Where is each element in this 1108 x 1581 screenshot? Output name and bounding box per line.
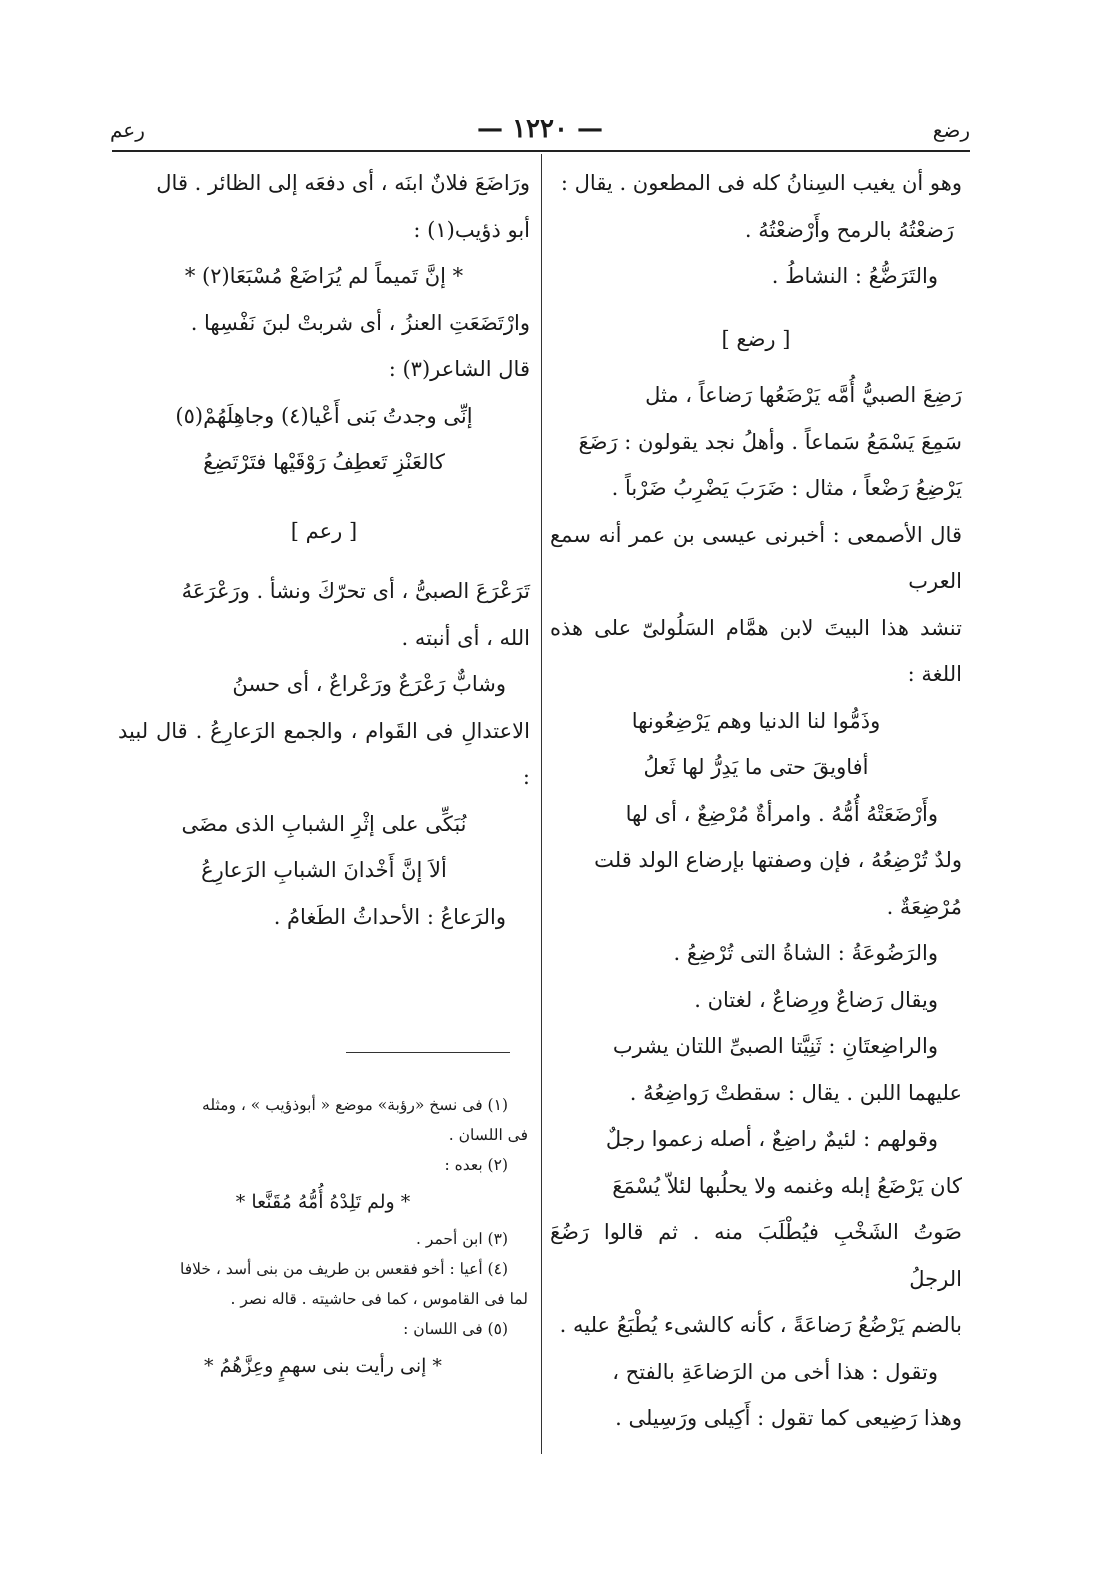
text-line: والرَضُوعَةُ : الشاةُ التى تُرْضِعُ . bbox=[673, 941, 938, 965]
page-header bbox=[110, 112, 970, 152]
text-line: قال الأصمعى : أخبرنى عيسى بن عمر أنه سمع العرب bbox=[550, 522, 962, 593]
verse-line: كالعَنْزِ تَعطِفُ رَوْقَيْها فتَرْتَضِعُ bbox=[203, 450, 445, 474]
text-line: وهو أن يغيب السِنانُ كله فى المطعون . يقال : bbox=[560, 171, 962, 195]
text-line: أبو ذؤيب(١) : bbox=[413, 217, 530, 242]
text-line: رَضعْتُهُ بالرمح وأَرْضعْتُهُ . bbox=[744, 217, 954, 242]
text-line: عليهما اللبن . يقال : سقطتْ رَواضِعُهُ . bbox=[629, 1080, 962, 1105]
entry-heading: [ رعم ] bbox=[290, 518, 358, 543]
footnote-line: لما فى القاموس ، كما فى حاشيته . قاله نصر . bbox=[230, 1290, 528, 1308]
verse-line: * إنَّ تَميماً لم يُرَاضَعْ مُسْبَعَا(٢) * bbox=[184, 264, 464, 288]
header-rule bbox=[112, 150, 970, 152]
column-divider bbox=[541, 154, 542, 1454]
page-number: — ١٢٢٠ — bbox=[477, 114, 603, 144]
text-line: يَرْضِعُ رَضْعاً ، مثال : ضَرَبَ يَضْرِبُ ضَرْباً . bbox=[611, 476, 962, 500]
verse-line: ألاَ إنَّ أَخْدانَ الشبابِ الرَعارِعُ bbox=[201, 858, 447, 882]
footnote-line: (٤) أعيا : أخو فقعس بن طريف من بنى أسد ، خلافا bbox=[180, 1260, 508, 1278]
text-line: والراضِعتَانِ : ثَنِيَّتا الصبىِّ اللتان يشرب bbox=[612, 1034, 938, 1058]
verse-line: أفاويقَ حتى ما يَدِرُّ لها ثَعلُ bbox=[643, 755, 869, 779]
footnote-line: (٥) فى اللسان : bbox=[403, 1320, 508, 1338]
footnote-line: (١) فى نسخ «رؤبة» موضع « أبوذؤيب » ، ومثله bbox=[202, 1096, 508, 1114]
text-line: سَمِعَ يَسْمَعُ سَماعاً . وأهلُ نجد يقولون : رَضَعَ bbox=[578, 429, 962, 454]
text-line: وارْتَضَعَتِ العنزُ ، أى شربتْ لبنَ نَفْسِها . bbox=[190, 310, 530, 335]
footnote-verse: * ولم تَلِدْهُ أُمُّهُ مُقَنَّعا * bbox=[235, 1191, 411, 1213]
text-line: ولدٌ تُرْضِعُهُ ، فإن وصفتها بإرضاع الولد قلت bbox=[594, 848, 962, 872]
text-line: ورَاضَعَ فلانٌ ابنَه ، أى دفعَه إلى الظائر . قال bbox=[156, 171, 530, 195]
footnote-verse: * إنى رأيت بنى سهمٍ وعِزَّهُمُ * bbox=[204, 1355, 442, 1377]
header-root-left: رعم bbox=[110, 118, 145, 142]
text-line: والرَعاعُ : الأحداثُ الطَغامُ . bbox=[273, 904, 506, 929]
verse-line: إنِّى وجدتُ بَنى أَعْيا(٤) وجاهِلَهُمْ(٥) bbox=[175, 403, 473, 428]
verse-line: وذَمُّوا لنا الدنيا وهم يَرْضِعُونها bbox=[631, 708, 881, 733]
text-line: الله ، أى أنبته . bbox=[401, 625, 530, 650]
verse-line: نُبَكِّى على إثْرِ الشبابِ الذى مضَى bbox=[181, 811, 467, 836]
footnotes bbox=[118, 1090, 528, 1388]
left-column bbox=[118, 160, 530, 940]
header-root-right: رضع bbox=[932, 118, 970, 142]
text-line: وتقول : هذا أخى من الرَضاعَةِ بالفتح ، bbox=[612, 1359, 938, 1384]
text-line: ويقال رَضاعٌ ورِضاعٌ ، لغتان . bbox=[694, 987, 938, 1012]
text-line: تَرَعْرَعَ الصبىُّ ، أى تحرّكَ ونشأ . ورَعْرَعَهُ bbox=[181, 579, 530, 603]
text-line: وقولهم : لئيمٌ راضِعٌ ، أصله زعموا رجلٌ bbox=[605, 1127, 938, 1151]
text-line: رَضِعَ الصبيُّ أُمَّه يَرْضَعُها رَضاعاً ، مثل bbox=[645, 383, 962, 407]
text-line: بالضم يَرْضُعُ رَضاعَةً ، كأنه كالشىء يُطْبَعُ عليه . bbox=[559, 1313, 962, 1337]
text-line: تنشد هذا البيتَ لابن همَّام السَلُولىّ على هذه اللغة : bbox=[550, 615, 962, 686]
text-line: قال الشاعر(٣) : bbox=[388, 357, 530, 381]
text-line: صَوتُ الشَخْبِ فيُطْلَبَ منه . ثم قالوا رَضُعَ الرجلُ bbox=[550, 1220, 962, 1291]
text-line: كان يَرْضَعُ إبله وغنمه ولا يحلُبها لئلاّ يُسْمَعَ bbox=[612, 1173, 962, 1198]
text-line: مُرْضِعَةٌ . bbox=[886, 894, 962, 919]
text-line: وهذا رَضِيعى كما تقول : أَكِيلى ورَسِيلى . bbox=[615, 1406, 962, 1430]
text-line: وشابٌّ رَعْرَعٌ ورَعْراعٌ ، أى حسنُ bbox=[232, 672, 506, 696]
entry-heading: [ رضع ] bbox=[721, 326, 791, 351]
footnote-line: فى اللسان . bbox=[448, 1126, 528, 1144]
text-line: والتَرَضُّعُ : النشاطُ . bbox=[771, 264, 938, 288]
text-line: الاعتدالِ فى القَوام ، والجمع الرَعارِعُ . قال لبيد : bbox=[118, 718, 530, 789]
footnote-rule bbox=[346, 1052, 510, 1053]
footnote-line: (٢) بعده : bbox=[444, 1156, 508, 1174]
right-column bbox=[550, 160, 962, 1442]
text-line: وأَرْضَعَتْهُ أُمُّهُ . وامرأةٌ مُرْضِعٌ ، أى لها bbox=[625, 801, 938, 826]
footnote-line: (٣) ابن أحمر . bbox=[416, 1230, 508, 1248]
